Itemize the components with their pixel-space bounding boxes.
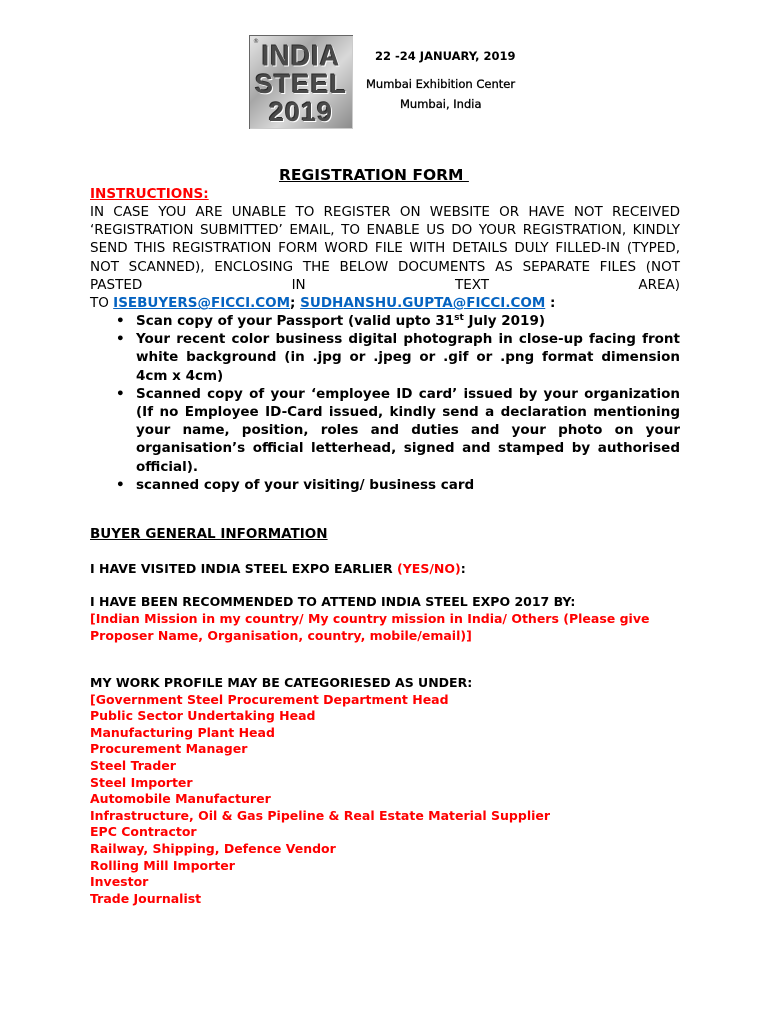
q1-label: I HAVE VISITED INDIA STEEL EXPO EARLIER (90, 561, 398, 576)
list-item (90, 385, 680, 476)
bullet-icon: • (116, 385, 125, 402)
q2-label: I HAVE BEEN RECOMMENDED TO ATTEND INDIA STEEL EXPO 2017 BY: (90, 594, 576, 609)
work-profile-option: Public Sector Undertaking Head (90, 708, 316, 724)
req-passport-b: July 2019) (463, 313, 546, 329)
bullet-icon: • (116, 476, 125, 493)
instructions-text: IN CASE YOU ARE UNABLE TO REGISTER ON WEBSITE OR HAVE NOT RECEIVED ‘REGISTRATION SUBMITTED’ EMAIL, TO ENABLE US DO YOUR REGISTRATION, KINDLY SEND THIS REGISTRATION FORM WORD FILE WITH DETAILS DULY FILLED-IN (TYPED, NOT SCANNED), ENCLOSING THE BELOW DOCUMENTS AS SEPARATE FILES (NOT PASTED IN TEXT AREA) (90, 204, 680, 293)
bullet-icon: • (116, 331, 125, 348)
work-profile-option: Manufacturing Plant Head (90, 724, 275, 740)
question-work-profile (90, 675, 680, 907)
instructions-body (90, 203, 680, 312)
work-profile-option: Steel Importer (90, 774, 193, 790)
logo-line-year: 2019 (268, 97, 334, 127)
req-business-card: scanned copy of your visiting/ business card (136, 476, 475, 493)
event-date: 22 -24 JANUARY, 2019 (375, 49, 516, 63)
work-profile-option: Steel Trader (90, 757, 176, 773)
logo-line-steel: STEEL (254, 69, 347, 99)
bullet-icon: • (116, 313, 125, 329)
q2-options: [Indian Mission in my country/ My country mission in India/ Others (Please give Proposer Name, Organisation, country, mobile/email)] (90, 611, 650, 644)
work-profile-option: Investor (90, 874, 149, 890)
buyer-info-heading: BUYER GENERAL INFORMATION (90, 526, 328, 542)
work-profile-option: [Government Steel Procurement Department Head (90, 691, 449, 707)
req-photo: Your recent color business digital photograph in close-up facing front white background (in .jpg or .jpeg or .gif or .png format dimension 4cm x 4cm) (136, 331, 680, 384)
instructions-emails (90, 294, 680, 312)
work-profile-option: Rolling Mill Importer (90, 857, 235, 873)
event-city: Mumbai, India (400, 97, 482, 111)
work-profile-option: Railway, Shipping, Defence Vendor (90, 840, 336, 856)
instructions-heading: INSTRUCTIONS: (90, 186, 209, 202)
email-suffix: : (545, 295, 556, 312)
required-documents-list (90, 312, 680, 494)
to-prefix: TO (90, 295, 114, 312)
event-venue: Mumbai Exhibition Center (366, 77, 516, 91)
email-separator: ; (290, 295, 301, 312)
question-visited (90, 560, 680, 578)
list-item (90, 330, 680, 385)
q1-options: (YES/NO) (397, 561, 461, 576)
india-steel-logo (249, 35, 353, 129)
question-recommended (90, 593, 680, 645)
req-passport-sup: st (454, 313, 464, 323)
logo-line-india: INDIA (261, 40, 341, 72)
work-profile-option: Procurement Manager (90, 741, 248, 757)
req-passport-a: Scan copy of your Passport (valid upto 31 (136, 313, 455, 329)
work-profile-option: Infrastructure, Oil & Gas Pipeline & Real Estate Material Supplier (90, 807, 551, 823)
logo-trademark: ® (253, 38, 259, 45)
req-id-card: Scanned copy of your ‘employee ID card’ issued by your organization (If no Employee ID-Card issued, kindly send a declaration mentioning your name, position, roles and duties and your photo on your organisation’s official letterhead, signed and stamped by authorised official). (136, 385, 680, 475)
q3-label: MY WORK PROFILE MAY BE CATEGORIESED AS UNDER: (90, 675, 473, 690)
q1-colon: : (460, 561, 466, 576)
work-profile-option: Trade Journalist (90, 890, 202, 906)
form-title: REGISTRATION FORM (279, 166, 469, 184)
email-link-sudhanshu[interactable]: SUDHANSHU.GUPTA@FICCI.COM (300, 295, 546, 312)
work-profile-option: EPC Contractor (90, 824, 197, 840)
work-profile-option: Automobile Manufacturer (90, 791, 271, 807)
email-link-isebuyers[interactable]: ISEBUYERS@FICCI.COM (113, 295, 291, 312)
list-item (90, 312, 680, 330)
list-item (90, 476, 680, 494)
